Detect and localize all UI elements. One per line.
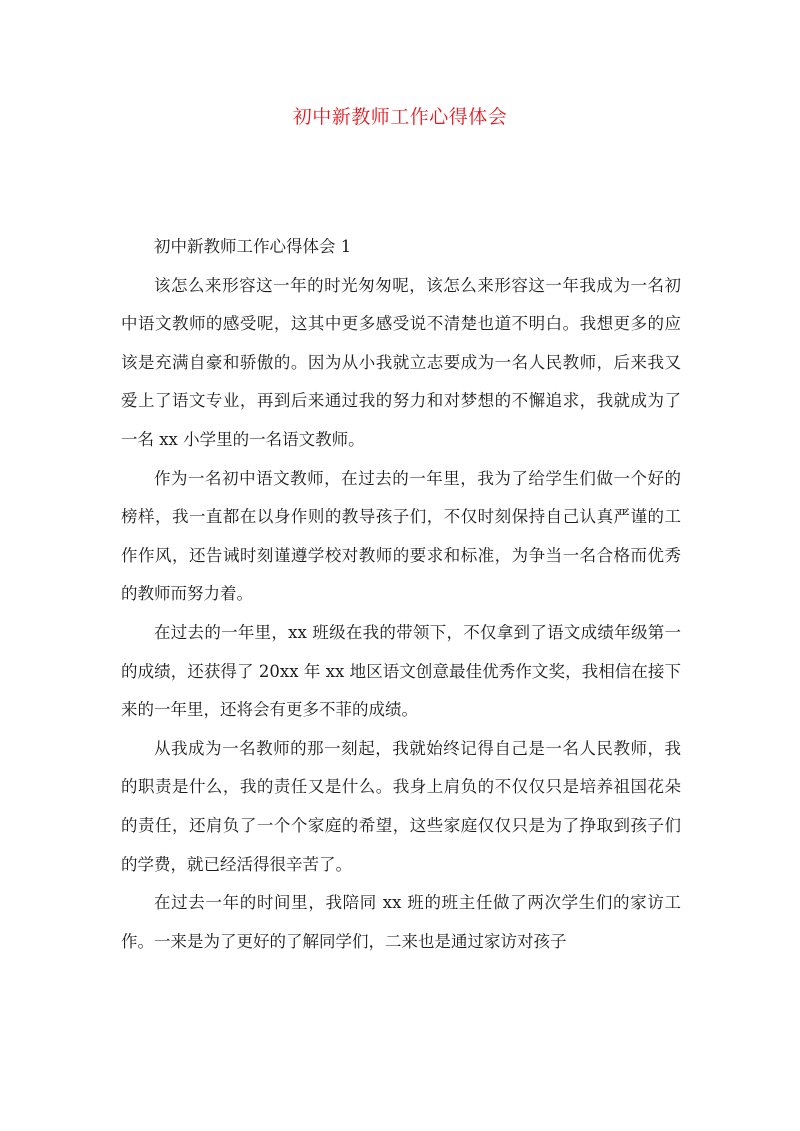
paragraph-3: 在过去的一年里，xx 班级在我的带领下，不仅拿到了语文成绩年级第一的成绩，还获得了 20xx 年 xx 地区语文创意最佳优秀作文奖，我相信在接下来的一年里，还将会有更多不菲的成绩。 bbox=[121, 622, 681, 720]
paragraph-2: 作为一名初中语文教师，在过去的一年里，我为了给学生们做一个好的榜样，我一直都在以身作则的教导孩子们，不仅时刻保持自己认真严谨的工作作风，还告诫时刻谨遵学校对教师的要求和标准，为争当一名合格而优秀的教师而努力着。 bbox=[121, 468, 681, 604]
paragraph-1: 该怎么来形容这一年的时光匆匆呢，该怎么来形容这一年我成为一名初中语文教师的感受呢，这其中更多感受说不清楚也道不明白。我想更多的应该是充满自豪和骄傲的。因为从小我就立志要成为一名人民教师，后来我又爱上了语文专业，再到后来通过我的努力和对梦想的不懈追求，我就成为了一名 xx 小学里的一名语文教师。 bbox=[121, 275, 681, 449]
document-body bbox=[121, 228, 681, 961]
paragraph-4: 从我成为一名教师的那一刻起，我就始终记得自己是一名人民教师，我的职责是什么，我的责任又是什么。我身上肩负的不仅仅只是培养祖国花朵的责任，还肩负了一个个家庭的希望，这些家庭仅仅只是为了挣取到孩子们的学费，就已经活得很辛苦了。 bbox=[121, 738, 681, 874]
document-title: 初中新教师工作心得体会 bbox=[292, 106, 508, 128]
section-heading: 初中新教师工作心得体会 1 bbox=[154, 237, 352, 256]
paragraph-5: 在过去一年的时间里，我陪同 xx 班的班主任做了两次学生们的家访工作。一来是为了更好的了解同学们，二来也是通过家访对孩子 bbox=[121, 893, 681, 951]
